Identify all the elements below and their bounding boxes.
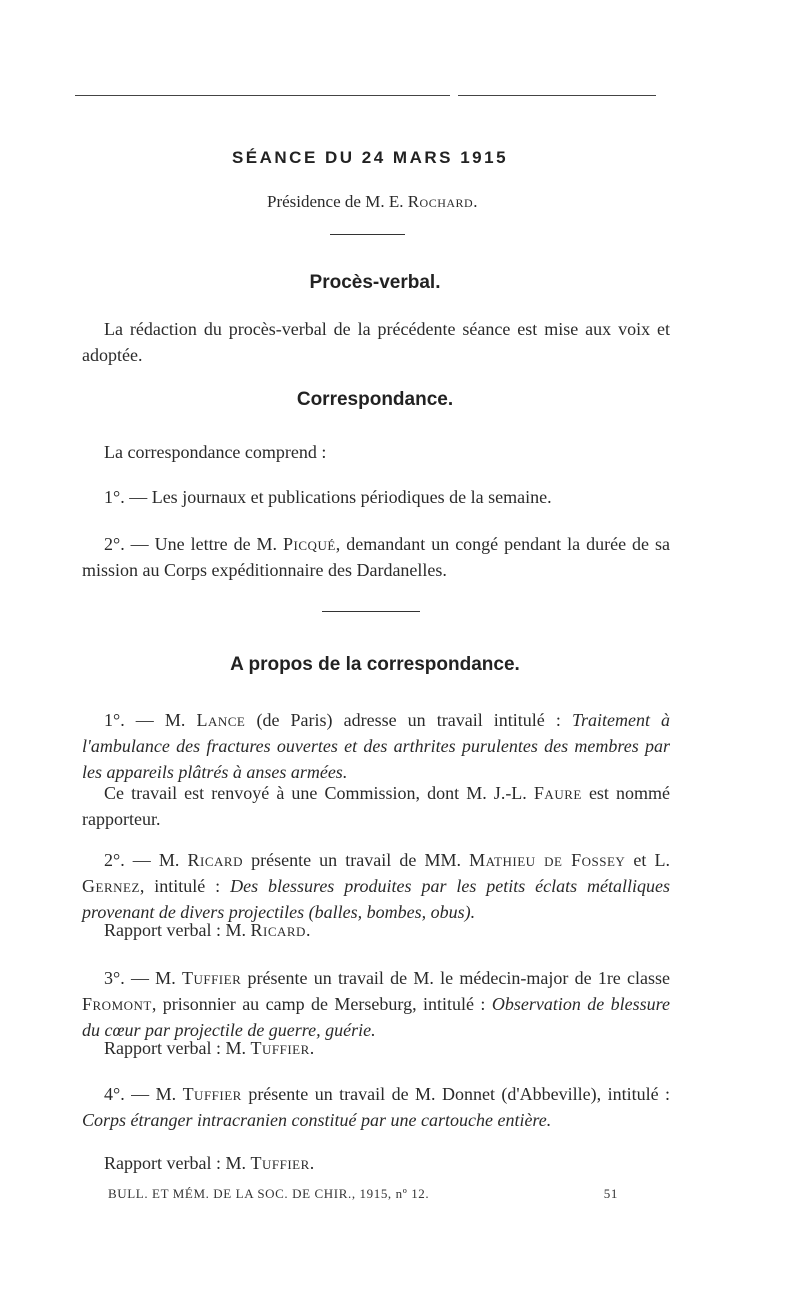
- heading-proces-verbal: Procès-verbal.: [309, 272, 441, 293]
- proces-verbal-text: La rédaction du procès-verbal de la précédente séance est mise aux voix et adoptée.: [82, 319, 670, 365]
- a-propos-item-2-name: Ricard: [187, 850, 243, 870]
- a-propos-item-3-report: [82, 1035, 670, 1061]
- a-propos-item-4: [82, 1081, 670, 1133]
- correspondance-item-2: [82, 531, 670, 583]
- a-propos-item-2: [82, 847, 670, 925]
- a-propos-item-3: [82, 965, 670, 1043]
- a-propos-item-1: [82, 707, 670, 785]
- a-propos-item-1-name: Lance: [196, 710, 246, 730]
- correspondance-intro: [82, 439, 670, 465]
- a-propos-item-2-mid3: , intitulé :: [139, 876, 221, 896]
- a-propos-item-4-report-prefix: Rapport verbal : M.: [104, 1153, 246, 1173]
- header-rule-left: [75, 95, 450, 96]
- a-propos-item-3-title: Observation de blessure du cœur par projectile de guerre, guérie.: [82, 994, 671, 1040]
- a-propos-item-2-prefix: 2°. — M.: [104, 850, 180, 870]
- a-propos-item-1-mid: (de Paris) adresse un travail intitulé :: [256, 710, 561, 730]
- a-propos-item-1-referral-name: Faure: [533, 783, 582, 803]
- a-propos-item-2-mid2: et L.: [633, 850, 670, 870]
- journal-citation: BULL. ET MÉM. DE LA SOC. DE CHIR., 1915, nº 12.: [108, 1186, 430, 1201]
- a-propos-item-3-name: Tuffier: [181, 968, 242, 988]
- a-propos-item-1-prefix: 1°. — M.: [104, 710, 186, 730]
- a-propos-item-2-report: [82, 917, 670, 943]
- a-propos-item-3-prefix: 3°. — M.: [104, 968, 176, 988]
- section-divider: [330, 234, 405, 235]
- a-propos-item-4-mid: présente un travail de M. Donnet (d'Abbeville), intitulé :: [248, 1084, 671, 1104]
- page-number: 51: [603, 1186, 618, 1201]
- section-divider: [322, 611, 420, 612]
- a-propos-item-3-name2: Fromont: [82, 994, 152, 1014]
- presidence-name: Rochard.: [407, 192, 478, 211]
- correspondance-item-2-name: Picqué: [283, 534, 336, 554]
- page-footer: [108, 1186, 618, 1202]
- a-propos-item-2-report-name: Ricard.: [250, 920, 311, 940]
- a-propos-item-2-authors2: Gernez: [82, 876, 140, 896]
- a-propos-item-3-mid2: , prisonnier au camp de Merseburg, intitulé :: [151, 994, 486, 1014]
- a-propos-item-3-report-name: Tuffier.: [250, 1038, 315, 1058]
- proces-verbal-paragraph: [82, 316, 670, 368]
- a-propos-item-1-title: Traitement à l'ambulance des fractures ouvertes et des arthrites purulentes des membres par les appareils plâtrés à anses armées.: [82, 710, 671, 782]
- a-propos-item-4-report: [82, 1150, 670, 1176]
- a-propos-item-2-report-prefix: Rapport verbal : M.: [104, 920, 246, 940]
- presidence-line: [0, 192, 745, 212]
- heading-a-propos: A propos de la correspondance.: [230, 654, 520, 675]
- a-propos-item-1-referral-suffix: est nommé rapporteur.: [82, 783, 671, 829]
- a-propos-item-4-report-name: Tuffier.: [250, 1153, 315, 1173]
- a-propos-item-1-referral-prefix: Ce travail est renvoyé à une Commission, dont M. J.-L.: [104, 783, 527, 803]
- a-propos-item-4-title: Corps étranger intracranien constitué par une cartouche entière.: [82, 1110, 552, 1130]
- presidence-prefix: Présidence de M. E.: [267, 192, 404, 211]
- session-title: SÉANCE DU 24 MARS 1915: [231, 148, 509, 167]
- correspondance-intro-text: La correspondance comprend :: [104, 442, 327, 462]
- a-propos-item-2-title: Des blessures produites par les petits éclats métalliques provenant de divers projectiles (balles, bombes, obus).: [82, 876, 670, 922]
- correspondance-item-2-rest: , demandant un congé pendant la durée de sa mission au Corps expéditionnaire des Dardanelles.: [82, 534, 671, 580]
- correspondance-item-2-prefix: 2°. — Une lettre de M.: [104, 534, 278, 554]
- heading-correspondance: Correspondance.: [296, 389, 454, 410]
- a-propos-item-1-referral: [82, 780, 670, 832]
- a-propos-item-3-report-prefix: Rapport verbal : M.: [104, 1038, 246, 1058]
- a-propos-item-2-mid1: présente un travail de MM.: [251, 850, 461, 870]
- a-propos-item-3-mid1: présente un travail de M. le médecin-major de 1re classe: [247, 968, 671, 988]
- correspondance-item-1: [82, 484, 670, 510]
- a-propos-item-4-prefix: 4°. — M.: [104, 1084, 177, 1104]
- header-rule-right: [458, 95, 656, 96]
- a-propos-item-4-name: Tuffier: [182, 1084, 242, 1104]
- correspondance-item-1-text: 1°. — Les journaux et publications périodiques de la semaine.: [104, 487, 552, 507]
- a-propos-item-2-authors1: Mathieu de Fossey: [469, 850, 626, 870]
